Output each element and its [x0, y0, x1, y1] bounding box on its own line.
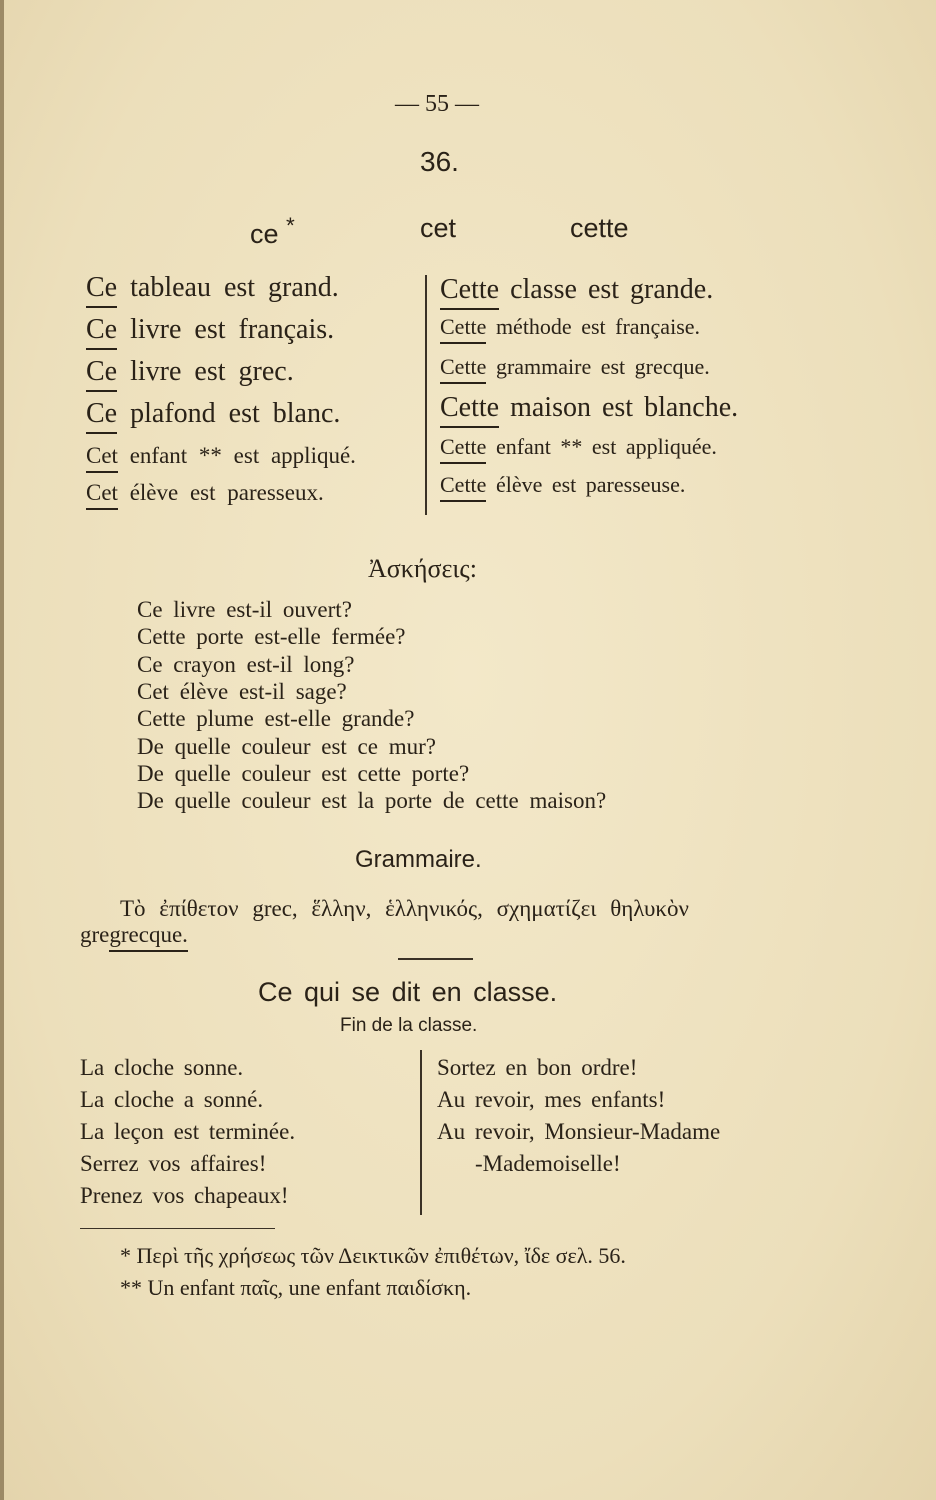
exercise-line: De quelle couleur est la porte de cette maison?	[137, 788, 607, 814]
example-line	[440, 316, 700, 338]
footnote-mark: *	[286, 213, 295, 238]
grecque-underlined: grecque.	[109, 922, 188, 952]
determiner: Cette	[440, 472, 486, 502]
sentence-rest: livre est français.	[130, 314, 335, 345]
exercise-line: De quelle couleur est ce mur?	[137, 733, 436, 759]
section-divider	[398, 958, 473, 960]
example-line	[440, 356, 710, 378]
determiner: Cet	[86, 443, 118, 473]
example-line	[440, 474, 685, 496]
determiner: Cette	[440, 314, 486, 344]
exercise-line: Cet élève est-il sage?	[137, 678, 347, 704]
grammar-text-end: gregrecque.	[80, 923, 188, 946]
footnote-1: * Περὶ τῆς χρήσεως τῶν Δεικτικῶν ἐπιθέτων, ἴδε σελ. 56.	[120, 1243, 626, 1268]
classroom-phrase: -Mademoiselle!	[475, 1151, 621, 1176]
example-line	[440, 394, 738, 422]
example-line	[86, 444, 356, 467]
example-line	[440, 276, 713, 304]
sentence-rest: élève est paresseuse.	[495, 472, 686, 497]
sentence-rest: enfant ** est appliquée.	[495, 434, 717, 459]
determiner: Ce	[86, 272, 117, 308]
sentence-rest: plafond est blanc.	[130, 398, 341, 429]
page-number: — 55 —	[395, 91, 479, 117]
header-word-cet: cet	[420, 213, 457, 243]
determiner: Cette	[440, 392, 499, 428]
determiner: Cette	[440, 354, 486, 384]
sentence-rest: élève est paresseux.	[129, 480, 324, 505]
determiner: Cet	[86, 480, 118, 510]
determiner: Cette	[440, 274, 499, 310]
classroom-phrase: Serrez vos affaires!	[80, 1151, 267, 1176]
header-word-ce	[250, 215, 295, 248]
classroom-phrase: Sortez en bon ordre!	[437, 1055, 638, 1080]
sentence-rest: classe est grande.	[510, 274, 714, 305]
footnote-2: ** Un enfant παῖς, une enfant παιδίσκη.	[120, 1275, 472, 1300]
exercise-line: Cette plume est-elle grande?	[137, 706, 415, 732]
example-line	[86, 316, 334, 344]
classroom-phrase: La cloche sonne.	[80, 1055, 244, 1080]
sentence-rest: méthode est française.	[495, 314, 701, 339]
example-line	[86, 274, 339, 302]
classroom-divider	[420, 1050, 422, 1215]
classroom-phrase: Prenez vos chapeaux!	[80, 1183, 289, 1208]
exercise-line: De quelle couleur est cette porte?	[137, 760, 470, 786]
determiner: Ce	[86, 356, 117, 392]
footnote-rule	[80, 1228, 275, 1229]
exercise-line: Cette porte est-elle fermée?	[137, 624, 406, 650]
example-line	[86, 400, 340, 428]
sentence-rest: livre est grec.	[130, 356, 294, 387]
classroom-title: Ce qui se dit en classe.	[258, 977, 558, 1007]
sentence-rest: maison est blanche.	[510, 392, 739, 423]
grammar-title: Grammaire.	[355, 846, 482, 873]
determiner: Cette	[440, 434, 486, 464]
grammar-text: Τὸ ἐπίθετον grec, ἕλλην, ἑλληνικός, σχηματίζει θηλυκὸν	[120, 896, 689, 921]
page-edge	[0, 0, 4, 1500]
sentence-rest: tableau est grand.	[130, 272, 339, 303]
example-line	[86, 358, 294, 386]
sentence-rest: grammaire est grecque.	[495, 354, 710, 379]
exercise-line: Ce livre est-il ouvert?	[137, 597, 352, 622]
exercises-title: Ἀσκήσεις:	[368, 554, 477, 583]
classroom-phrase: La cloche a sonné.	[80, 1087, 264, 1112]
exercise-line: Ce crayon est-il long?	[137, 651, 355, 677]
classroom-subtitle: Fin de la classe.	[340, 1015, 478, 1036]
classroom-phrase: La leçon est terminée.	[80, 1119, 296, 1144]
header-word-cette: cette	[570, 213, 629, 243]
determiner: Ce	[86, 314, 117, 350]
lesson-number: 36.	[420, 146, 459, 177]
classroom-phrase: Au revoir, Monsieur-Madame	[437, 1119, 721, 1144]
example-line	[86, 481, 324, 504]
column-divider	[425, 275, 427, 515]
example-line	[440, 436, 717, 458]
determiner: Ce	[86, 398, 117, 434]
sentence-rest: enfant ** est appliqué.	[129, 443, 356, 468]
classroom-phrase: Au revoir, mes enfants!	[437, 1087, 666, 1112]
word-ce: ce	[250, 219, 279, 249]
